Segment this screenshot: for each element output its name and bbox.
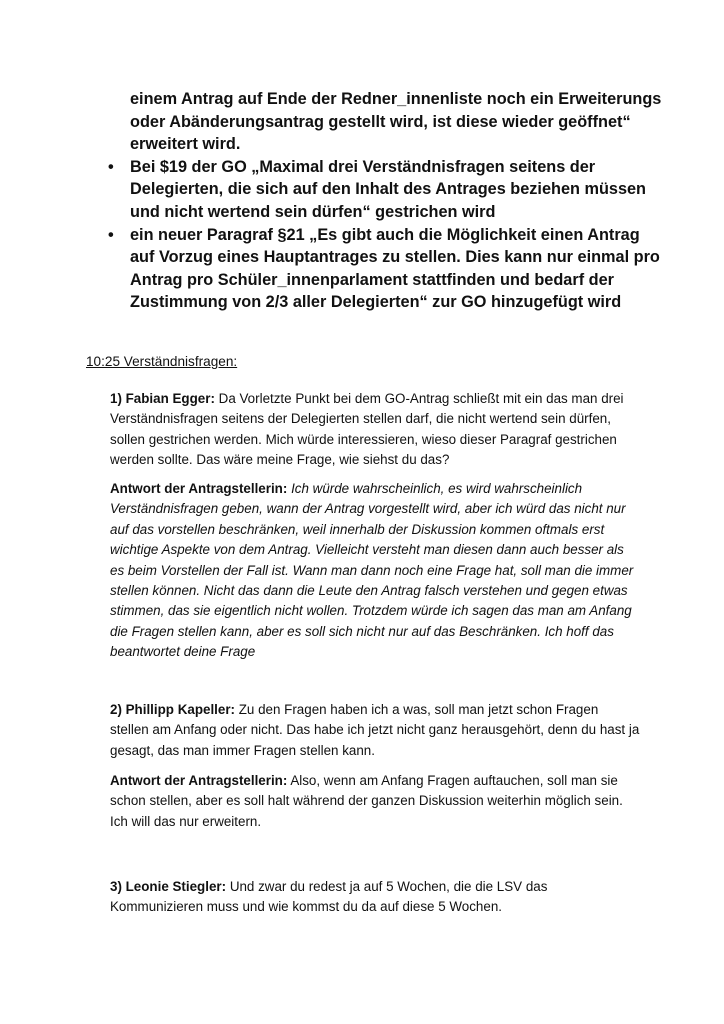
bullet-item: • Bei $19 der GO „Maximal drei Verständnisfragen seitens der Delegierten, die sich auf den Inhalt des Antrages beziehen müssen und nicht wertend sein dürfen“ gestrichen wird: [108, 156, 668, 224]
question-entry: [110, 389, 640, 471]
speaker-name: 1) Fabian Egger:: [110, 391, 215, 406]
answer-entry: [110, 771, 640, 832]
speaker-name: 2) Phillipp Kapeller:: [110, 702, 236, 717]
entry-text: Zu den Fragen haben ich a was, soll man jetzt schon Fragen stellen am Anfang oder nicht. Das habe ich jetzt nicht ganz herausgehört, denn du hast ja gesagt, das man immer Fragen stellen kann.: [110, 702, 640, 758]
question-entry: [110, 700, 640, 761]
entry-text: Da Vorletzte Punkt bei dem GO-Antrag schließt mit ein das man drei Verständnisfragen seitens der Delegierten stellen darf, die nicht wertend sein dürfen, sollen gestrichen werden. Mich würde interessieren, wieso dieser Paragraf gestrichen werden sollte. Das wäre meine Frage, wie siehst du das?: [110, 391, 624, 468]
continuation-text: einem Antrag auf Ende der Redner_innenliste noch ein Erweiterungs oder Abänderungsantrag gestellt wird, ist diese wieder geöffnet“ erweitert wird.: [130, 90, 662, 154]
entry-text: Also, wenn am Anfang Fragen auftauchen, soll man sie schon stellen, aber es soll halt während der ganzen Diskussion weiterhin möglich sein. Ich will das nur erweitern.: [110, 773, 623, 829]
answer-entry: [110, 479, 640, 663]
speaker-name: 3) Leonie Stiegler:: [110, 879, 227, 894]
section-heading: 10:25 Verständnisfragen:: [86, 354, 238, 369]
bullet-list: [108, 156, 668, 314]
bullet-item: • ein neuer Paragraf §21 „Es gibt auch die Möglichkeit einen Antrag auf Vorzug eines Hauptantrages zu stellen. Dies kann nur einmal pro Antrag pro Schüler_innenparlament stattfinden und bedarf der Zustimmung von 2/3 aller Delegierten“ zur GO hinzugefügt wird: [108, 224, 668, 314]
speaker-name: Antwort der Antragstellerin:: [110, 481, 288, 496]
answer-text: Ich würde wahrscheinlich, es wird wahrscheinlich Verständnisfragen geben, wann der Antrag vorgestellt wird, aber ich würd das nicht nur auf das vorstellen beschränken, weil innerhalb der Diskussion kommen oftmals erst wichtige Aspekte von dem Antrag. Vielleicht versteht man diesen dann auch besser als es beim Vorstellen der Fall ist. Wann man dann noch eine Frage hat, soll man die immer stellen können. Nicht das dann die Leute den Antrag falsch verstehen und gegen etwas stimmen, das sie eigentlich nicht wollen. Trotzdem würde ich sagen das man am Anfang die Fragen stellen kann, aber es soll sich nicht nur auf das Beschränken. Ich hoff das beantwortet deine Frage: [110, 481, 634, 660]
question-entry: [110, 877, 640, 918]
speaker-name: Antwort der Antragstellerin:: [110, 773, 288, 788]
entry-text: Und zwar du redest ja auf 5 Wochen, die die LSV das Kommunizieren muss und wie kommst du da auf diese 5 Wochen.: [110, 879, 548, 915]
motion-amendment-list: [108, 88, 668, 314]
